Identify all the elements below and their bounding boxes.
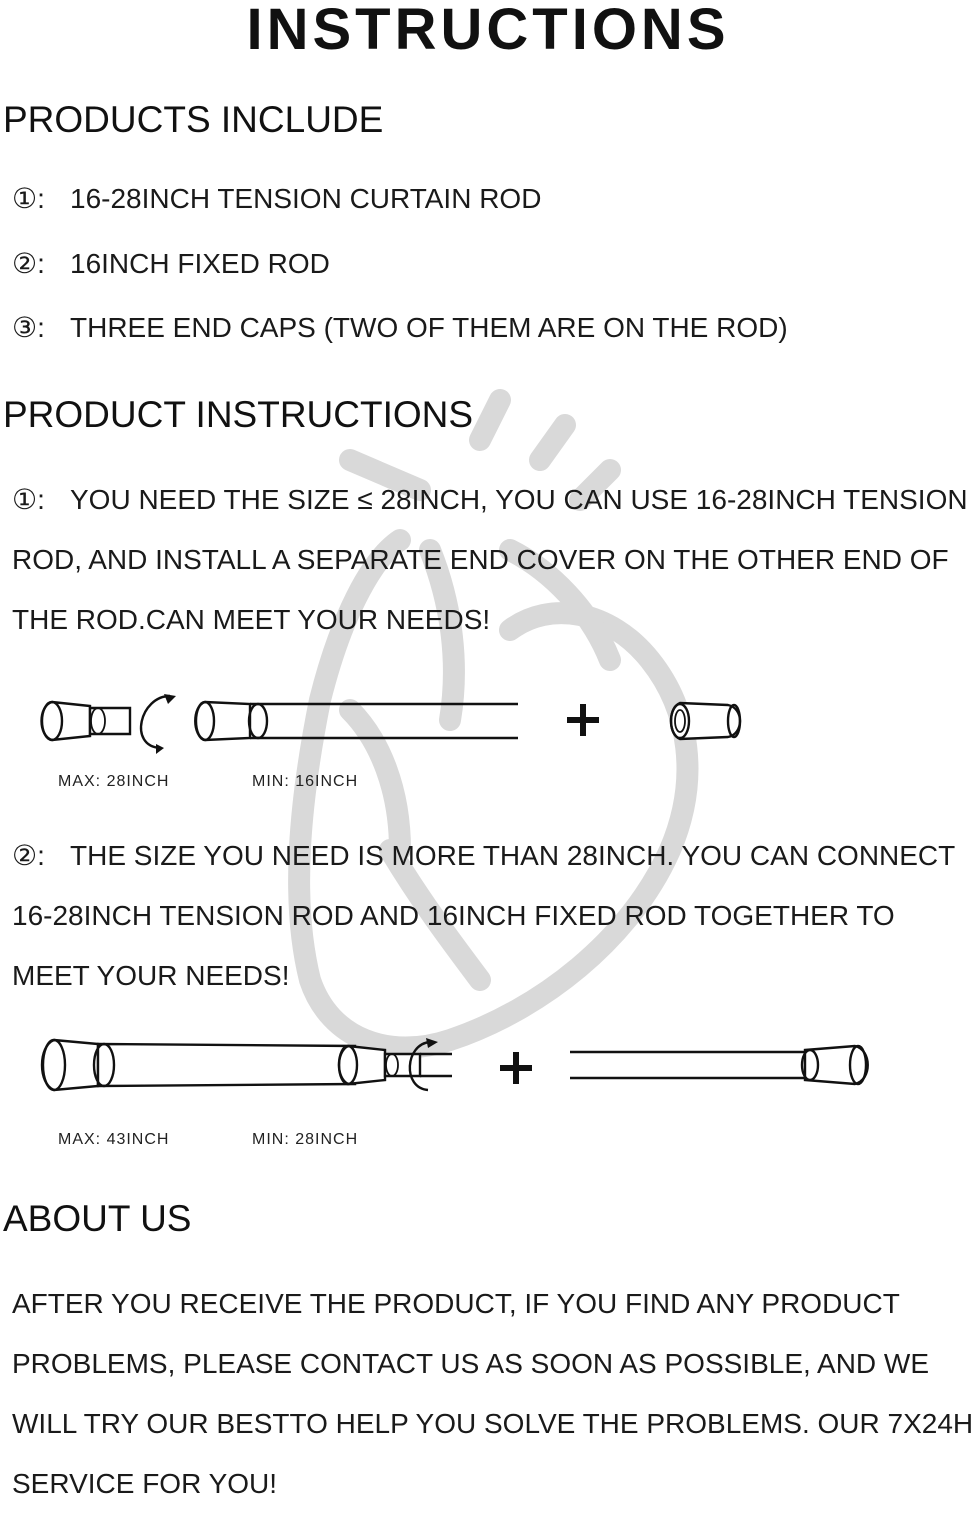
about-us-heading: ABOUT US [3,1198,192,1239]
tension-rod-icon [42,1040,452,1090]
min-length-label: MIN: 16INCH [252,773,359,790]
end-cap-icon [671,703,740,739]
tension-rod-diagram-1 [30,688,760,758]
step-text: THE SIZE YOU NEED IS MORE THAN 28INCH. YOU CAN CONNECT 16-28INCH TENSION ROD AND 16INCH FIXED ROD TOGETHER TO MEET YOUR NEEDS! [12,840,955,991]
product-item [12,310,788,346]
product-item [12,246,330,282]
step-number: ②: [12,840,45,871]
product-instructions-heading: PRODUCT INSTRUCTIONS [3,394,474,435]
max-length-label: MAX: 28INCH [58,773,170,790]
item-number: ①: [12,183,45,214]
item-number: ③: [12,312,45,343]
product-item [12,181,541,217]
step-number: ①: [12,484,45,515]
plus-icon [567,704,599,736]
item-number: ②: [12,248,45,279]
fixed-rod-icon [570,1046,868,1084]
products-include-heading: PRODUCTS INCLUDE [3,99,384,140]
item-text: THREE END CAPS (TWO OF THEM ARE ON THE ROD) [70,312,788,343]
instruction-step-1 [12,470,974,650]
min-length-label: MIN: 28INCH [252,1131,359,1148]
page-title: INSTRUCTIONS [246,0,730,62]
instruction-step-2 [12,826,974,1006]
tension-rod-diagram-2 [30,1030,880,1100]
item-text: 16-28INCH TENSION CURTAIN ROD [70,183,542,214]
plus-icon [500,1052,532,1084]
step-text: YOU NEED THE SIZE ≤ 28INCH, YOU CAN USE 16-28INCH TENSION ROD, AND INSTALL A SEPARATE END COVER ON THE OTHER END OF THE ROD.CAN MEET YOUR NEEDS! [12,484,968,635]
about-us-text: AFTER YOU RECEIVE THE PRODUCT, IF YOU FIND ANY PRODUCT PROBLEMS, PLEASE CONTACT US AS SOON AS POSSIBLE, AND WE WILL TRY OUR BESTTO HELP YOU SOLVE THE PROBLEMS. OUR 7X24H SERVICE FOR YOU! [12,1288,974,1499]
tension-rod-icon [42,702,519,740]
max-length-label: MAX: 43INCH [58,1131,170,1148]
item-text: 16INCH FIXED ROD [70,248,330,279]
rotate-arrow-icon [141,694,176,754]
